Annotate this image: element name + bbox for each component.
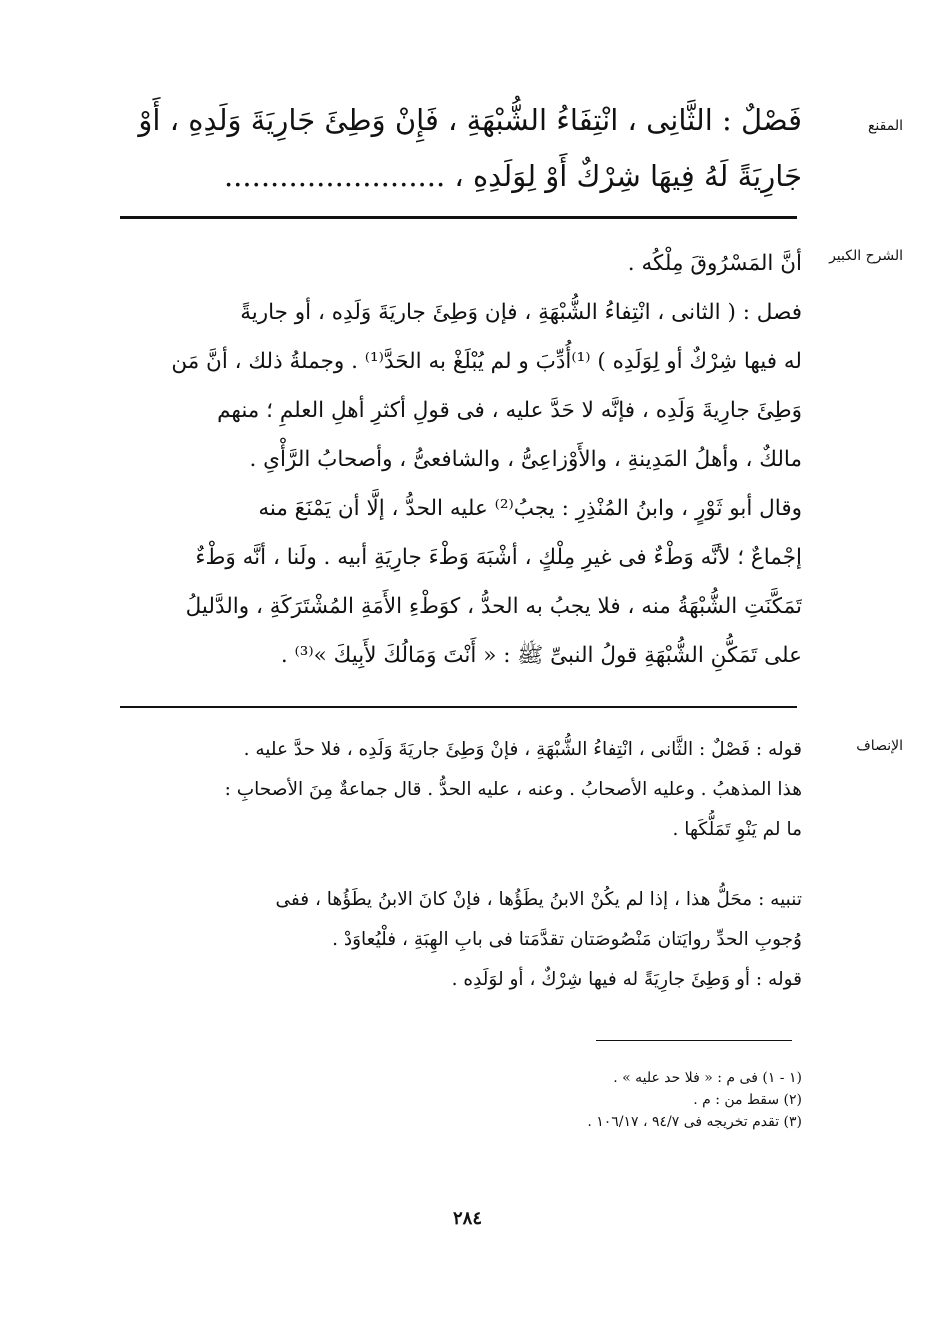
muqni-text <box>112 92 802 204</box>
insaf-line: وُجوبِ الحدِّ روايَتان مَنْصُوصَتان تقدَّمَتا فى بابِ الهِبَةِ ، فلْيُعاوَدْ . <box>332 929 802 950</box>
sharh-line: على تَمَكُّنِ الشُّبْهَةِ قولُ النبىِّ ﷺ : « أَنْتَ وَمَالُكَ لأَبِيكَ »⁽³⁾ . <box>280 643 802 668</box>
page-number: ٢٨٤ <box>452 1208 482 1229</box>
sharh-line: فصل : ( الثانى ، انْتِفاءُ الشُّبْهَةِ ، فإن وَطِئَ جاريَةَ وَلَدِه ، أو جاريةً <box>240 300 802 325</box>
sharh-line: أنَّ المَسْرُوقَ مِلْكُه . <box>627 251 802 276</box>
section-label-insaf: الإنصاف <box>856 738 903 754</box>
section-divider <box>120 216 797 219</box>
insaf-text <box>112 730 802 850</box>
sharh-line: وَطِئَ جارِيةَ وَلَدِه ، فإنَّه لا حَدَّ عليه ، فى قولِ أكثرِ أهلِ العلمِ ؛ منهم <box>217 398 802 423</box>
sharh-line: وقال أبو ثَوْرٍ ، وابنُ المُنْذِرِ : يجبُ⁽²⁾ عليه الحدُّ ، إلَّا أن يَمْنَعَ منه <box>258 496 802 521</box>
sharh-line: له فيها شِرْكٌ أو لِوَلَدِه ) ⁽¹⁾أُدِّبَ و لم يُبْلَغْ به الحَدَّ⁽¹⁾ . وجملةُ ذلك ، أنَّ مَن <box>171 349 802 374</box>
section-label-sharh: الشرح الكبير <box>829 248 903 264</box>
insaf-line: هذا المذهبُ . وعليه الأصحابُ . وعنه ، عليه الحدُّ . قال جماعةٌ مِنَ الأصحابِ : <box>224 779 802 800</box>
insaf-note <box>112 880 802 1000</box>
section-divider <box>120 706 797 708</box>
section-label-muqni: المقنع <box>867 118 903 134</box>
muqni-line: فَصْلٌ : الثَّانِى ، انْتِفَاءُ الشُّبْهَةِ ، فَإِنْ وَطِئَ جَارِيَةَ وَلَدِهِ ، أَوْ <box>138 103 802 137</box>
insaf-line: قوله : أو وَطِئَ جارِيَةً له فيها شِرْكٌ ، أو لوَلَدِه . <box>451 969 802 990</box>
sharh-text <box>112 239 802 680</box>
insaf-line: ما لم يَنْوِ تَمَلُّكَها . <box>672 819 802 840</box>
insaf-line: تنبيه : محَلُّ هذا ، إذا لم يكُنْ الابنُ يطَؤُها ، فإنْ كانَ الابنُ يطَؤُها ، ففى <box>275 889 802 910</box>
sharh-line: إجْماعٌ ؛ لأنَّه وَطْءٌ فى غيرِ مِلْكٍ ، أشْبَهَ وَطْءَ جارِيَةِ أبيه . ولَنا ، أنَّه وَطْءٌ <box>195 545 802 570</box>
footnote: (٢) سقط من : م . <box>693 1092 802 1108</box>
sharh-line: مالكٌ ، وأهلُ المَدِينةِ ، والأَوْزاعِىُّ ، والشافعىُّ ، وأصحابُ الرَّأْىِ . <box>249 447 802 472</box>
sharh-line: تَمَكَّنَتِ الشُّبْهَةُ منه ، فلا يجبُ به الحدُّ ، كوَطْءِ الأَمَةِ المُشْتَرَكَةِ ، والدَّليلُ <box>185 594 802 619</box>
footnote: (٣) تقدم تخريجه فى ٩٤/٧ ، ١٠٦/١٧ . <box>587 1114 802 1130</box>
footnote: (١ - ١) فى م : « فلا حد عليه » . <box>613 1070 802 1086</box>
footnote-divider <box>596 1040 792 1041</box>
footnotes <box>112 1067 802 1133</box>
insaf-line: قوله : فَصْلٌ : الثَّانى ، انْتِفاءُ الشُّبْهَةِ ، فإنْ وَطِئَ جاريَةَ وَلَدِه ، فلا حدَّ عليه . <box>243 739 802 760</box>
muqni-line: جَارِيَةً لَهُ فِيهَا شِرْكٌ أَوْ لِوَلَدِهِ ، ........................ <box>223 159 802 193</box>
